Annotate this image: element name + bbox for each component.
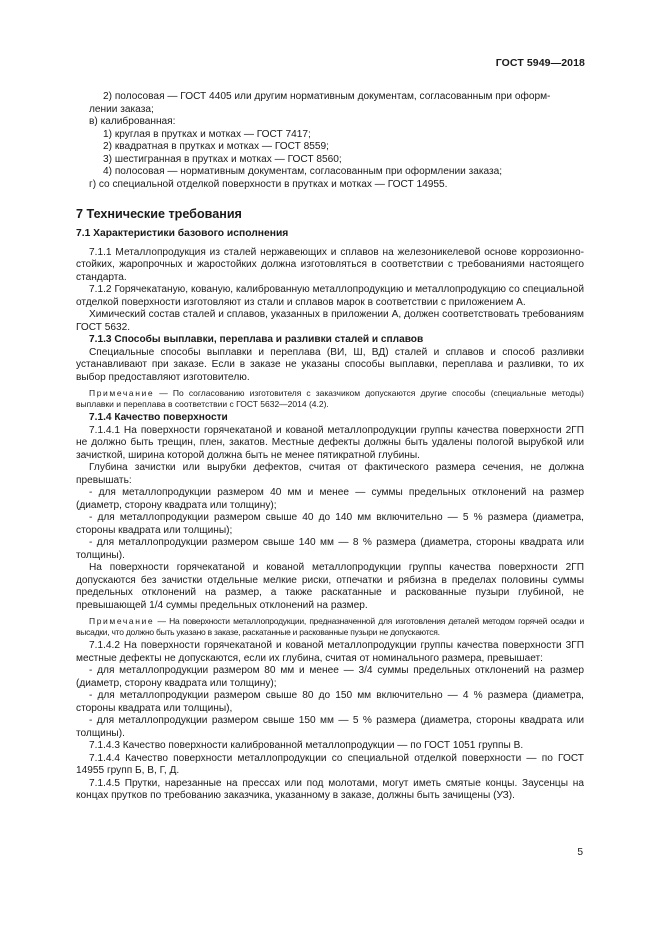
list-item: 2) полосовая — ГОСТ 4405 или другим нормативным документам, согласованным при оформ- [103, 91, 551, 102]
note [76, 388, 584, 410]
paragraph: 7.1.1 Металлопродукция из сталей нержавеющих и сплавов на железоникелевой основе коррозионно-стойких, жаропрочных и жаростойких должна изготовляться в соответствии с требованиями настоящего стандарта. [76, 246, 584, 283]
dash-item: - для металлопродукции размером свыше 40 до 140 мм включительно — 5 % размера (диаметра, стороны квадрата или толщины); [76, 512, 584, 536]
dash-item: - для металлопродукции размером 40 мм и менее — суммы предельных отклонений на размер (диаметр, сторону квадрата или толщину); [76, 487, 584, 511]
page-content [76, 91, 584, 803]
list-item: 3) шестигранная в прутках и мотках — ГОСТ 8560; [103, 153, 342, 165]
subsection-heading: 7.1.3 Способы выплавки, переплава и разливки сталей и сплавов [89, 334, 424, 345]
paragraph: Химический состав сталей и сплавов, указанных в приложении А, должен соответствовать требованиям ГОСТ 5632. [76, 309, 584, 333]
dash-item: - для металлопродукции размером свыше 150 мм — 5 % размера (диаметра, стороны квадрата или толщины). [76, 715, 584, 739]
dash-item: - для металлопродукции размером 80 мм и менее — 3/4 суммы предельных отклонений на размер (диаметр, сторону квадрата или толщину); [76, 665, 584, 689]
section-heading: 7 Технические требования [76, 207, 242, 221]
document-code-header: ГОСТ 5949—2018 [495, 57, 585, 69]
note-label: Примечание [89, 388, 155, 398]
list-item: 4) полосовая — нормативным документам, согласованным при оформлении заказа; [103, 166, 503, 177]
paragraph: Глубина зачистки или вырубки дефектов, считая от фактического размера сечения, не должна превышать: [76, 462, 584, 486]
note [76, 616, 584, 638]
dash-item: - для металлопродукции размером свыше 140 мм — 8 % размера (диаметра, стороны квадрата или толщины). [76, 537, 584, 561]
note-label: Примечание [89, 616, 155, 626]
note-text: — По согласованию изготовителя с заказчиком допускаются другие способы (специальные методы) выплавки и переплава в соответствии с ГОСТ 5632—2014 (4.2). [76, 388, 584, 409]
paragraph: 7.1.4.2 На поверхности горячекатаной и кованой металлопродукции группы качества поверхности 3ГП местные дефекты не допускаются, если их глубина, считая от номинального размера, превышает: [76, 640, 584, 664]
paragraph: 7.1.4.1 На поверхности горячекатаной и кованой металлопродукции группы качества поверхности 2ГП не должно быть трещин, плен, закатов. Местные дефекты должны быть удалены пологой вырубкой или зачисткой, ширина которой должна быть не менее пятикратной глубины. [76, 424, 584, 461]
list-item: 1) круглая в прутках и мотках — ГОСТ 7417; [103, 128, 311, 140]
subsection-heading: 7.1.4 Качество поверхности [89, 412, 228, 423]
note-text: — На поверхности металлопродукции, предназначенной для изготовления деталей методом горячей осадки и высадки, что должно быть указано в заказе, раскатанные и раскованные пузыри не допускаются. [76, 616, 584, 637]
list-item: г) со специальной отделкой поверхности в прутках и мотках — ГОСТ 14955. [89, 178, 448, 190]
subsection-heading: 7.1 Характеристики базового исполнения [76, 228, 289, 239]
list-item-continuation: лении заказа; [89, 103, 154, 115]
paragraph: 7.1.4.4 Качество поверхности металлопродукции со специальной отделкой поверхности — по ГОСТ 14955 групп Б, В, Г, Д. [76, 752, 584, 776]
list-item: в) калиброванная: [89, 116, 176, 127]
paragraph: 7.1.4.5 Прутки, нарезанные на прессах или под молотами, могут иметь смятые концы. Заусенцы на концах прутков по требованию заказчика, указанному в заказе, должны быть зачищены (УЗ). [76, 777, 584, 801]
paragraph: 7.1.2 Горячекатаную, кованую, калиброванную металлопродукцию и металлопродукцию со специальной отделкой поверхности изготовляют из стали и сплавов марок в соответствии с приложением А. [76, 284, 584, 308]
dash-item: - для металлопродукции размером свыше 80 до 150 мм включительно — 4 % размера (диаметра, стороны квадрата или толщины), [76, 690, 584, 714]
page-number: 5 [577, 847, 583, 858]
list-item: 2) квадратная в прутках и мотках — ГОСТ 8559; [103, 141, 329, 152]
paragraph: На поверхности горячекатаной и кованой металлопродукции группы качества поверхности 2ГП допускаются без зачистки отдельные мелкие риски, отпечатки и рябизна в пределах половины суммы предельных отклонений на размер, а также раскатанные и раскованные пузыри глубиной, не превышающей 1/4 суммы предельных отклонений на размер. [76, 562, 584, 611]
paragraph: Специальные способы выплавки и переплава (ВИ, Ш, ВД) сталей и сплавов и способ разливки устанавливают при заказе. Если в заказе не указаны способы выплавки, переплава и разливки, то их выбор предоставляют изготовителю. [76, 346, 584, 383]
paragraph: 7.1.4.3 Качество поверхности калиброванной металлопродукции — по ГОСТ 1051 группы В. [89, 740, 524, 751]
